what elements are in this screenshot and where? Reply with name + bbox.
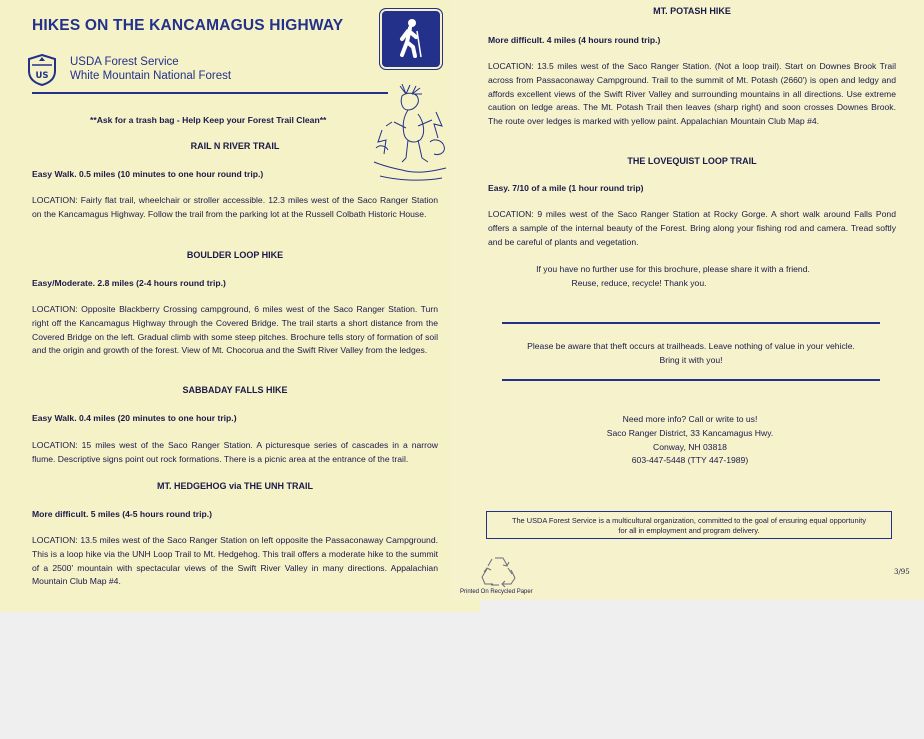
hiker-icon	[379, 8, 443, 70]
agency-name	[70, 55, 231, 83]
left-panel	[0, 0, 480, 612]
recycled-paper-label: Printed On Recycled Paper	[460, 589, 533, 595]
trail-location: LOCATION: Fairly flat trail, wheelchair or stroller accessible. 12.3 miles west of the Saco Ranger Station on the Kancamagus Highway. Follow the trail from the parking lot at the Russell Colbath Historic House.	[32, 195, 438, 219]
contact-line-4: 603-447-5448 (TTY 447-1989)	[631, 455, 749, 466]
trail-difficulty: Easy/Moderate. 2.8 miles (2-4 hours round trip.)	[32, 278, 226, 288]
trail-difficulty: Easy Walk. 0.5 miles (10 minutes to one hour round trip.)	[32, 169, 264, 179]
trail-location: LOCATION: 9 miles west of the Saco Ranger Station at Rocky Gorge. A short walk around Falls Pond offers a sample of the internal beauty of the Forest. Bring along your fishing rod and camera. Tread softly and be careful of plants and vegetation.	[488, 209, 896, 247]
contact-line-2: Saco Ranger District, 33 Kancamagus Hwy.	[606, 427, 774, 438]
agency-line-2: White Mountain National Forest	[70, 70, 232, 82]
trail-location: LOCATION: 13.5 miles west of the Saco Ranger Station. (Not a loop trail). Start on Downes Brook Trail across from Passaconaway Campground. Trail to the summit of Mt. Potash (2660') is open and ledgy and affords excellent views of the Swift River Valley and surrounding mountains in all directions. Use extreme caution on ledge areas. The Mt. Potash Trail then leaves (sharp right) and soon crosses Downes Brook. The route over ledges is marked with yellow paint. Appalachian Mountain Club Map #4.	[488, 61, 896, 127]
trash-notice: **Ask for a trash bag - Help Keep your Forest Trail Clean**	[90, 115, 327, 125]
contact-line-3: Conway, NH 03818	[653, 441, 727, 452]
trail-difficulty: Easy Walk. 0.4 miles (20 minutes to one hour trip.)	[32, 413, 237, 423]
trail-difficulty: More difficult. 4 miles (4 hours round trip.)	[488, 35, 661, 45]
eeo-statement	[486, 511, 892, 539]
recycle-icon	[479, 554, 519, 588]
share-line-2: Reuse, reduce, recycle! Thank you.	[571, 277, 707, 288]
header-divider	[32, 92, 388, 94]
divider-bottom	[502, 379, 880, 381]
theft-notice	[490, 340, 892, 368]
trail-difficulty: Easy. 7/10 of a mile (1 hour round trip)	[488, 183, 644, 193]
share-notice	[508, 263, 838, 291]
right-panel	[450, 0, 924, 600]
contact-info	[560, 413, 820, 468]
trail-name: BOULDER LOOP HIKE	[186, 250, 284, 260]
shield-lettering: US	[35, 71, 49, 81]
trail-name: THE LOVEQUIST LOOP TRAIL	[627, 156, 757, 166]
date-code: 3/95	[894, 568, 910, 576]
trail-name: RAIL N RIVER TRAIL	[190, 141, 280, 151]
trail-location: LOCATION: 15 miles west of the Saco Ranger Station. A picturesque series of cascades in a narrow flume. Descriptive signs point out rock formations. There is a picnic area at the entrance of the trail.	[32, 440, 438, 464]
trail-name: MT. HEDGEHOG via THE UNH TRAIL	[156, 481, 313, 491]
trail-difficulty: More difficult. 5 miles (4-5 hours round trip.)	[32, 509, 213, 519]
trail-location: LOCATION: Opposite Blackberry Crossing campground, 6 miles west of the Saco Ranger Station. Turn right off the Kancamagus Highway through the Covered Bridge. The trail starts a short distance from the Covered Bridge on the left. Gradual climb with some steep pitches. Brochure tells story of formation of soil and the origin and growth of the forest. View of Mt. Chocorua and the Swift River Valley from the ledges.	[32, 304, 438, 356]
agency-line-1: USDA Forest Service	[70, 56, 179, 68]
eeo-line-1: The USDA Forest Service is a multicultural organization, committed to the goal of ensuring equal opportunity	[511, 516, 867, 525]
contact-line-1: Need more info? Call or write to us!	[622, 414, 758, 424]
trail-name: MT. POTASH HIKE	[653, 6, 731, 16]
eeo-line-2: for all in employment and program delivery.	[618, 526, 760, 535]
page-title: HIKES ON THE KANCAMAGUS HIGHWAY	[32, 17, 344, 34]
usfs-shield-icon	[27, 54, 57, 86]
trail-location: LOCATION: 13.5 miles west of the Saco Ranger Station on left opposite the Passaconaway Campground. This is a loop hike via the UNH Loop Trail to Mt. Hedgehog. This trail offers a moderate hike to the summit of a 2500' mountain with spectacular views of the Swift River Valley in many directions. Appalachian Mountain Club Map #4.	[32, 535, 438, 587]
share-line-1: If you have no further use for this brochure, please share it with a friend.	[536, 264, 810, 274]
moose-illustration	[372, 82, 450, 186]
divider-top	[502, 322, 880, 324]
trail-name: SABBADAY FALLS HIKE	[182, 385, 288, 395]
theft-line-1: Please be aware that theft occurs at trailheads. Leave nothing of value in your vehicle.	[527, 341, 855, 351]
theft-line-2: Bring it with you!	[659, 354, 723, 365]
